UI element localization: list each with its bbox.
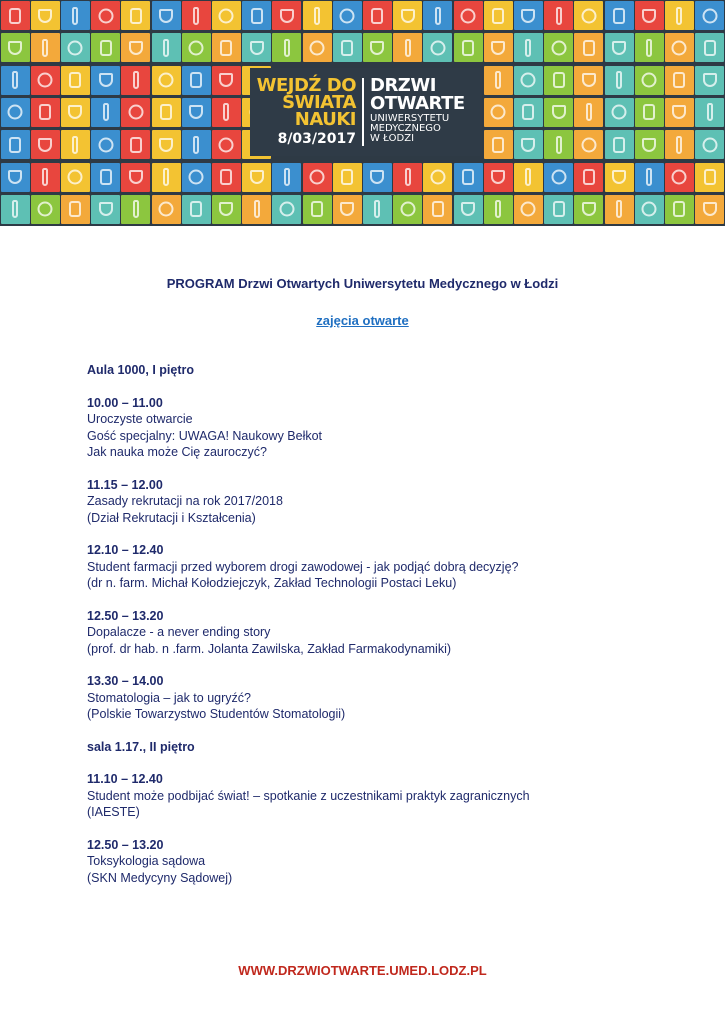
science-tile-icon: [574, 33, 603, 62]
science-tile-icon: [544, 195, 573, 224]
session-time: 10.00 – 11.00: [87, 395, 163, 410]
science-tile-icon: [665, 66, 694, 95]
session-description: (dr n. farm. Michał Kołodziejczyk, Zakład Technologii Postaci Leku): [87, 576, 457, 590]
science-tile-icon: [61, 163, 90, 192]
science-tile-icon: [333, 195, 362, 224]
science-tile-icon: [31, 66, 60, 95]
science-tile-icon: [574, 66, 603, 95]
science-tile-icon: [454, 1, 483, 30]
science-tile-icon: [333, 1, 362, 30]
science-tile-icon: [544, 66, 573, 95]
science-tile-icon: [182, 98, 211, 127]
science-tile-icon: [635, 163, 664, 192]
session-description: (prof. dr hab. n .farm. Jolanta Zawilska, Zakład Farmakodynamiki): [87, 641, 452, 656]
science-tile-icon: [1, 33, 30, 62]
science-tile-icon: [574, 195, 603, 224]
university-name: [370, 114, 449, 144]
page-title: PROGRAM Drzwi Otwartych Uniwersytetu Medycznego w Łodzi: [166, 276, 559, 291]
science-tile-icon: [605, 1, 634, 30]
event-name-line: OTWARTE: [370, 93, 465, 114]
science-tile-icon: [544, 163, 573, 192]
session-time: 11.15 – 12.00: [87, 477, 163, 492]
session-block: [87, 608, 687, 658]
event-name: [370, 77, 465, 113]
banner-center-panel: [250, 68, 482, 156]
science-tile-icon: [695, 163, 724, 192]
science-tile-icon: [574, 1, 603, 30]
science-tile-icon: [484, 163, 513, 192]
science-tile-icon: [605, 163, 634, 192]
science-tile-icon: [605, 33, 634, 62]
science-tile-icon: [363, 195, 392, 224]
science-tile-icon: [182, 1, 211, 30]
science-tile-icon: [182, 33, 211, 62]
science-tile-icon: [152, 130, 181, 159]
science-tile-icon: [484, 195, 513, 224]
session-description: Stomatologia – jak to ugryźć?: [87, 690, 251, 705]
science-tile-icon: [665, 195, 694, 224]
session-description: (SKN Medycyny Sądowej): [87, 870, 233, 885]
science-tile-icon: [61, 98, 90, 127]
science-tile-icon: [423, 163, 452, 192]
session-description: (Dział Rekrutacji i Kształcenia): [87, 510, 256, 525]
session-description: (IAESTE): [87, 805, 140, 819]
science-tile-icon: [91, 195, 120, 224]
science-tile-icon: [514, 195, 543, 224]
science-tile-icon: [514, 163, 543, 192]
science-tile-icon: [665, 163, 694, 192]
headline-line: ŚWIATA: [282, 92, 356, 113]
science-tile-icon: [61, 33, 90, 62]
science-tile-icon: [544, 98, 573, 127]
science-tile-icon: [635, 66, 664, 95]
science-tile-icon: [31, 130, 60, 159]
science-tile-icon: [574, 98, 603, 127]
science-tile-icon: [121, 130, 150, 159]
science-tile-icon: [152, 195, 181, 224]
science-tile-icon: [333, 33, 362, 62]
science-tile-icon: [605, 130, 634, 159]
science-tile-icon: [152, 1, 181, 30]
science-tile-icon: [665, 1, 694, 30]
science-tile-icon: [605, 98, 634, 127]
science-tile-icon: [152, 98, 181, 127]
science-tile-icon: [393, 33, 422, 62]
science-tile-icon: [484, 98, 513, 127]
website-link[interactable]: WWW.DRZWIOTWARTE.UMED.LODZ.PL: [238, 963, 487, 978]
science-tile-icon: [303, 195, 332, 224]
session-block: [87, 771, 687, 821]
science-tile-icon: [1, 66, 30, 95]
session-block: [87, 477, 687, 527]
science-tile-icon: [152, 33, 181, 62]
science-tile-icon: [1, 163, 30, 192]
science-tile-icon: [393, 163, 422, 192]
science-tile-icon: [242, 1, 271, 30]
session-time: 12.10 – 12.40: [87, 543, 164, 557]
science-tile-icon: [574, 163, 603, 192]
science-tile-icon: [303, 163, 332, 192]
science-tile-icon: [212, 163, 241, 192]
science-tile-icon: [695, 33, 724, 62]
university-line: UNIWERSYTETU: [370, 113, 450, 124]
science-tile-icon: [31, 33, 60, 62]
science-tile-icon: [61, 66, 90, 95]
science-tile-icon: [212, 1, 241, 30]
session-description: (Polskie Towarzystwo Studentów Stomatologii): [87, 707, 346, 721]
science-tile-icon: [333, 163, 362, 192]
science-tile-icon: [212, 195, 241, 224]
science-tile-icon: [605, 195, 634, 224]
science-tile-icon: [574, 130, 603, 159]
session-time: 12.50 – 13.20: [87, 837, 164, 852]
science-tile-icon: [454, 163, 483, 192]
session-time: 11.10 – 12.40: [87, 772, 163, 786]
science-tile-icon: [423, 33, 452, 62]
session-description: Jak nauka może Cię zauroczyć?: [87, 445, 267, 459]
science-tile-icon: [182, 130, 211, 159]
science-tile-icon: [363, 33, 392, 62]
session-description: Dopalacze - a never ending story: [87, 625, 271, 639]
subtitle-link[interactable]: zajęcia otwarte: [316, 313, 409, 328]
session-description: Toksykologia sądowa: [87, 854, 206, 868]
science-tile-icon: [635, 98, 664, 127]
science-tile-icon: [695, 130, 724, 159]
headline-line: WEJDŹ DO: [256, 75, 356, 96]
science-tile-icon: [212, 130, 241, 159]
science-tile-icon: [61, 195, 90, 224]
science-tile-icon: [272, 163, 301, 192]
science-tile-icon: [1, 98, 30, 127]
science-tile-icon: [91, 130, 120, 159]
science-tile-icon: [605, 66, 634, 95]
science-tile-icon: [121, 195, 150, 224]
science-tile-icon: [303, 33, 332, 62]
science-tile-icon: [393, 195, 422, 224]
science-tile-icon: [121, 33, 150, 62]
science-tile-icon: [31, 1, 60, 30]
science-tile-icon: [1, 130, 30, 159]
science-tile-icon: [514, 33, 543, 62]
science-tile-icon: [61, 1, 90, 30]
room-heading: sala 1.17., II piętro: [87, 739, 195, 754]
science-tile-icon: [665, 130, 694, 159]
science-tile-icon: [484, 33, 513, 62]
science-tile-icon: [91, 98, 120, 127]
science-tile-icon: [272, 195, 301, 224]
science-tile-icon: [454, 33, 483, 62]
science-tile-icon: [242, 195, 271, 224]
event-name-line: DRZWI: [370, 75, 436, 96]
science-tile-icon: [212, 98, 241, 127]
science-tile-icon: [514, 66, 543, 95]
science-tile-icon: [31, 98, 60, 127]
science-tile-icon: [514, 98, 543, 127]
science-tile-icon: [182, 66, 211, 95]
science-tile-icon: [393, 1, 422, 30]
science-tile-icon: [1, 1, 30, 30]
session-description: Student może podbijać świat! – spotkanie z uczestnikami praktyk zagranicznych: [87, 788, 530, 803]
science-tile-icon: [484, 1, 513, 30]
science-tile-icon: [484, 130, 513, 159]
science-tile-icon: [635, 130, 664, 159]
science-tile-icon: [303, 1, 332, 30]
science-tile-icon: [121, 1, 150, 30]
session-block: [87, 673, 687, 723]
session-block: [87, 395, 687, 461]
science-tile-icon: [31, 163, 60, 192]
science-tile-icon: [514, 130, 543, 159]
science-tile-icon: [635, 1, 664, 30]
science-tile-icon: [91, 33, 120, 62]
university-line: W ŁODZI: [370, 133, 415, 144]
science-tile-icon: [121, 98, 150, 127]
science-tile-icon: [31, 195, 60, 224]
science-tile-icon: [363, 1, 392, 30]
science-tile-icon: [182, 163, 211, 192]
science-tile-icon: [423, 1, 452, 30]
science-tile-icon: [91, 1, 120, 30]
science-tile-icon: [152, 163, 181, 192]
banner-divider: [362, 78, 364, 146]
session-description: Uroczyste otwarcie: [87, 412, 193, 426]
science-tile-icon: [272, 1, 301, 30]
science-tile-icon: [635, 195, 664, 224]
event-date: 8/03/2017: [277, 131, 356, 147]
science-tile-icon: [695, 195, 724, 224]
science-tile-icon: [695, 66, 724, 95]
science-tile-icon: [121, 163, 150, 192]
session-description: Gość specjalny: UWAGA! Naukowy Bełkot: [87, 428, 323, 443]
science-tile-icon: [544, 130, 573, 159]
science-tile-icon: [544, 33, 573, 62]
event-banner: [0, 0, 725, 226]
session-description: Zasady rekrutacji na rok 2017/2018: [87, 494, 283, 508]
science-tile-icon: [1, 195, 30, 224]
science-tile-icon: [363, 163, 392, 192]
headline-line: NAUKI: [294, 109, 356, 130]
program-content: [87, 362, 687, 902]
science-tile-icon: [272, 33, 301, 62]
science-tile-icon: [61, 130, 90, 159]
science-tile-icon: [484, 66, 513, 95]
science-tile-icon: [514, 1, 543, 30]
science-tile-icon: [665, 98, 694, 127]
session-block: [87, 837, 687, 887]
session-block: [87, 542, 687, 592]
science-tile-icon: [91, 163, 120, 192]
science-tile-icon: [695, 1, 724, 30]
session-time: 13.30 – 14.00: [87, 674, 164, 688]
science-tile-icon: [423, 195, 452, 224]
science-tile-icon: [635, 33, 664, 62]
science-tile-icon: [91, 66, 120, 95]
university-line: MEDYCZNEGO: [370, 123, 441, 134]
science-tile-icon: [182, 195, 211, 224]
banner-headline: [256, 77, 356, 128]
science-tile-icon: [242, 33, 271, 62]
session-description: Student farmacji przed wyborem drogi zawodowej - jak podjąć dobrą decyzję?: [87, 559, 519, 574]
science-tile-icon: [212, 33, 241, 62]
science-tile-icon: [152, 66, 181, 95]
science-tile-icon: [121, 66, 150, 95]
science-tile-icon: [242, 163, 271, 192]
science-tile-icon: [544, 1, 573, 30]
session-time: 12.50 – 13.20: [87, 608, 164, 623]
science-tile-icon: [695, 98, 724, 127]
science-tile-icon: [454, 195, 483, 224]
science-tile-icon: [665, 33, 694, 62]
science-tile-icon: [212, 66, 241, 95]
room-heading: Aula 1000, I piętro: [87, 363, 194, 377]
